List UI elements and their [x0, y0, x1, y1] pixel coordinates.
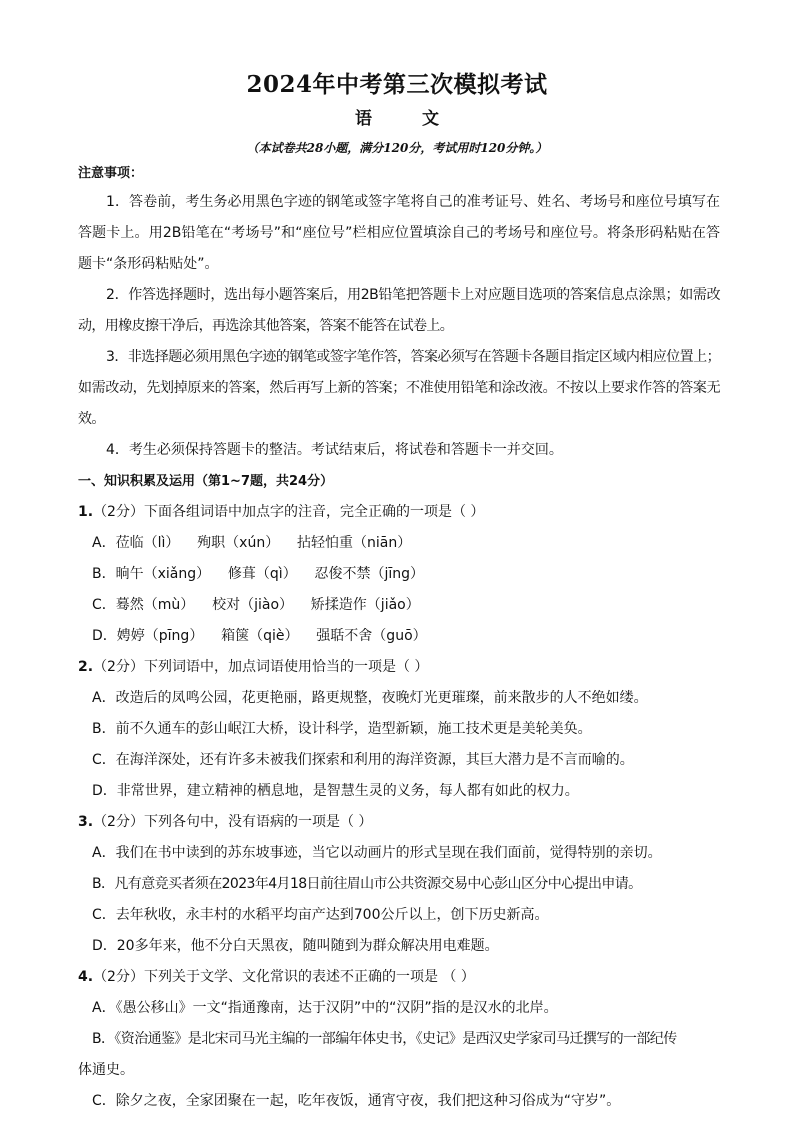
question-3 — [78, 807, 720, 962]
option-d: D．非常世界，建立精神的栖息地，是智慧生灵的义务，每人都有如此的权力。 — [92, 783, 579, 799]
question-stem: （2分）下面各组词语中加点字的注音，完全正确的一项是（ ） — [93, 504, 485, 520]
section-heading: 一、知识积累及运用（第1~7题，共24分） — [78, 474, 334, 489]
option-a: A．《愚公移山》一文“指通豫南，达于汉阴”中的“汉阴”指的是汉水的北岸。 — [92, 1000, 558, 1016]
question-number: 1. — [78, 504, 94, 520]
notice-item-3: 3．非选择题必须用黑色字迹的钢笔或签字笔作答，答案必须写在答题卡各题目指定区域内相应位置上；如需改动，先划掉原来的答案，然后再写上新的答案；不准使用铅笔和涂改液。不按以上要求作答的答案无效。 — [78, 349, 720, 427]
option-a: A．莅临（lì） 殉职（xún） 拈轻怕重（niān） — [92, 535, 412, 551]
question-number: 3. — [78, 814, 94, 830]
option-c: C．除夕之夜，全家团聚在一起，吃年夜饭，通宵守夜，我们把这种习俗成为“守岁”。 — [92, 1093, 621, 1109]
option-b-continued: 体通史。 — [78, 1062, 134, 1078]
question-number: 2. — [78, 659, 94, 675]
notice-item-4: 4．考生必须保持答题卡的整洁。考试结束后，将试卷和答题卡一并交回。 — [106, 442, 563, 458]
option-b: B．《资治通鉴》是北宋司马光主编的一部编年体史书，《史记》是西汉史学家司马迁撰写的一部纪传 — [92, 1031, 677, 1047]
notice-heading: 注意事项： — [78, 166, 144, 181]
question-stem: （2分）下列关于文学、文化常识的表述不正确的一项是 （ ） — [93, 969, 475, 985]
option-d: D．20多年来，他不分白天黑夜，随叫随到为群众解决用电难题。 — [92, 938, 499, 954]
option-b: B．前不久通车的彭山岷江大桥，设计科学，造型新颖，施工技术更是美轮美奂。 — [92, 721, 592, 737]
option-c: C．去年秋收，永丰村的水稻平均亩产达到700公斤以上，创下历史新高。 — [92, 907, 549, 923]
question-number: 4. — [78, 969, 94, 985]
exam-note: （本试卷共28小题，满分120分，考试用时120分钟。） — [246, 141, 548, 155]
notice-item-2: 2．作答选择题时，选出每小题答案后，用2B铅笔把答题卡上对应题目选项的答案信息点涂黑；如需改动，用橡皮擦干净后，再选涂其他答案，答案不能答在试卷上。 — [78, 287, 720, 334]
question-2 — [78, 652, 720, 807]
exam-title: 2024年中考第三次模拟考试 — [246, 71, 548, 98]
option-a: A．改造后的凤鸣公园，花更艳丽，路更规整，夜晚灯光更璀璨，前来散步的人不绝如缕。 — [92, 690, 648, 706]
option-b: B．晌午（xiǎng） 修葺（qì） 忍俊不禁（jīng） — [92, 566, 425, 582]
exam-body — [78, 161, 720, 1117]
question-stem: （2分）下列词语中，加点词语使用恰当的一项是（ ） — [93, 659, 429, 675]
option-d: D．娉婷（pīng） 箱箧（qiè） 强聒不舍（guō） — [92, 628, 427, 644]
option-a: A．我们在书中读到的苏东坡事迹，当它以动画片的形式呈现在我们面前，觉得特别的亲切。 — [92, 845, 662, 861]
option-c: C．蓦然（mù） 校对（jiào） 矫揉造作（jiǎo） — [92, 597, 420, 613]
exam-subject: 语 文 — [355, 109, 461, 129]
notice-item-1: 1．答卷前，考生务必用黑色字迹的钢笔或签字笔将自己的准考证号、姓名、考场号和座位号填写在答题卡上。用2B铅笔在“考场号”和“座位号”栏相应位置填涂自己的考场号和座位号。将条形码粘贴在答题卡“条形码粘贴处”。 — [78, 194, 720, 272]
question-1 — [78, 497, 720, 652]
question-stem: （2分）下列各句中，没有语病的一项是（ ） — [93, 814, 373, 830]
question-4 — [78, 962, 720, 1117]
option-b: B．凡有意竞买者须在2023年4月18日前往眉山市公共资源交易中心彭山区分中心提出申请。 — [92, 876, 642, 892]
option-c: C．在海洋深处，还有许多未被我们探索和利用的海洋资源，其巨大潜力是不言而喻的。 — [92, 752, 634, 768]
